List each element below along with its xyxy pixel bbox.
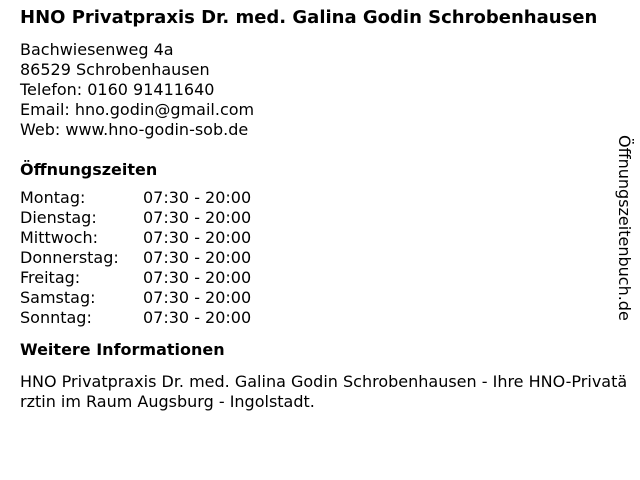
- hours-time: 07:30 - 20:00: [143, 248, 252, 267]
- hours-day: Mittwoch:: [20, 228, 98, 247]
- hours-time: 07:30 - 20:00: [143, 288, 252, 307]
- hours-time: 07:30 - 20:00: [143, 268, 252, 287]
- hours-row-sunday: [20, 308, 632, 328]
- practice-title: HNO Privatpraxis Dr. med. Galina Godin Schrobenhausen: [20, 7, 598, 28]
- address-email: Email: hno.godin@gmail.com: [20, 100, 255, 119]
- hours-time: 07:30 - 20:00: [143, 188, 252, 207]
- hours-row-saturday: [20, 288, 632, 308]
- address-web: Web: www.hno-godin-sob.de: [20, 120, 249, 139]
- hours-row-friday: [20, 268, 632, 288]
- hours-heading: Öffnungszeiten: [20, 160, 158, 179]
- hours-row-monday: [20, 188, 632, 208]
- hours-time: 07:30 - 20:00: [143, 208, 252, 227]
- hours-day: Samstag:: [20, 288, 96, 307]
- info-heading: Weitere Informationen: [20, 340, 225, 359]
- address-block: [20, 40, 632, 140]
- site-watermark-label: Öffnungszeitenbuch.de: [615, 135, 634, 321]
- practice-card: [20, 8, 632, 412]
- address-city: 86529 Schrobenhausen: [20, 60, 210, 79]
- address-phone: Telefon: 0160 91411640: [20, 80, 215, 99]
- hours-day: Montag:: [20, 188, 86, 207]
- hours-row-tuesday: [20, 208, 632, 228]
- hours-time: 07:30 - 20:00: [143, 308, 252, 327]
- hours-row-thursday: [20, 248, 632, 268]
- hours-day: Dienstag:: [20, 208, 97, 227]
- address-street: Bachwiesenweg 4a: [20, 40, 174, 59]
- hours-day: Sonntag:: [20, 308, 92, 327]
- hours-time: 07:30 - 20:00: [143, 228, 252, 247]
- hours-day: Freitag:: [20, 268, 81, 287]
- hours-day: Donnerstag:: [20, 248, 119, 267]
- opening-hours-list: [20, 188, 632, 328]
- info-text: HNO Privatpraxis Dr. med. Galina Godin Schrobenhausen - Ihre HNO-Privatärztin im Raum Augsburg - Ingolstadt.: [20, 372, 628, 411]
- hours-row-wednesday: [20, 228, 632, 248]
